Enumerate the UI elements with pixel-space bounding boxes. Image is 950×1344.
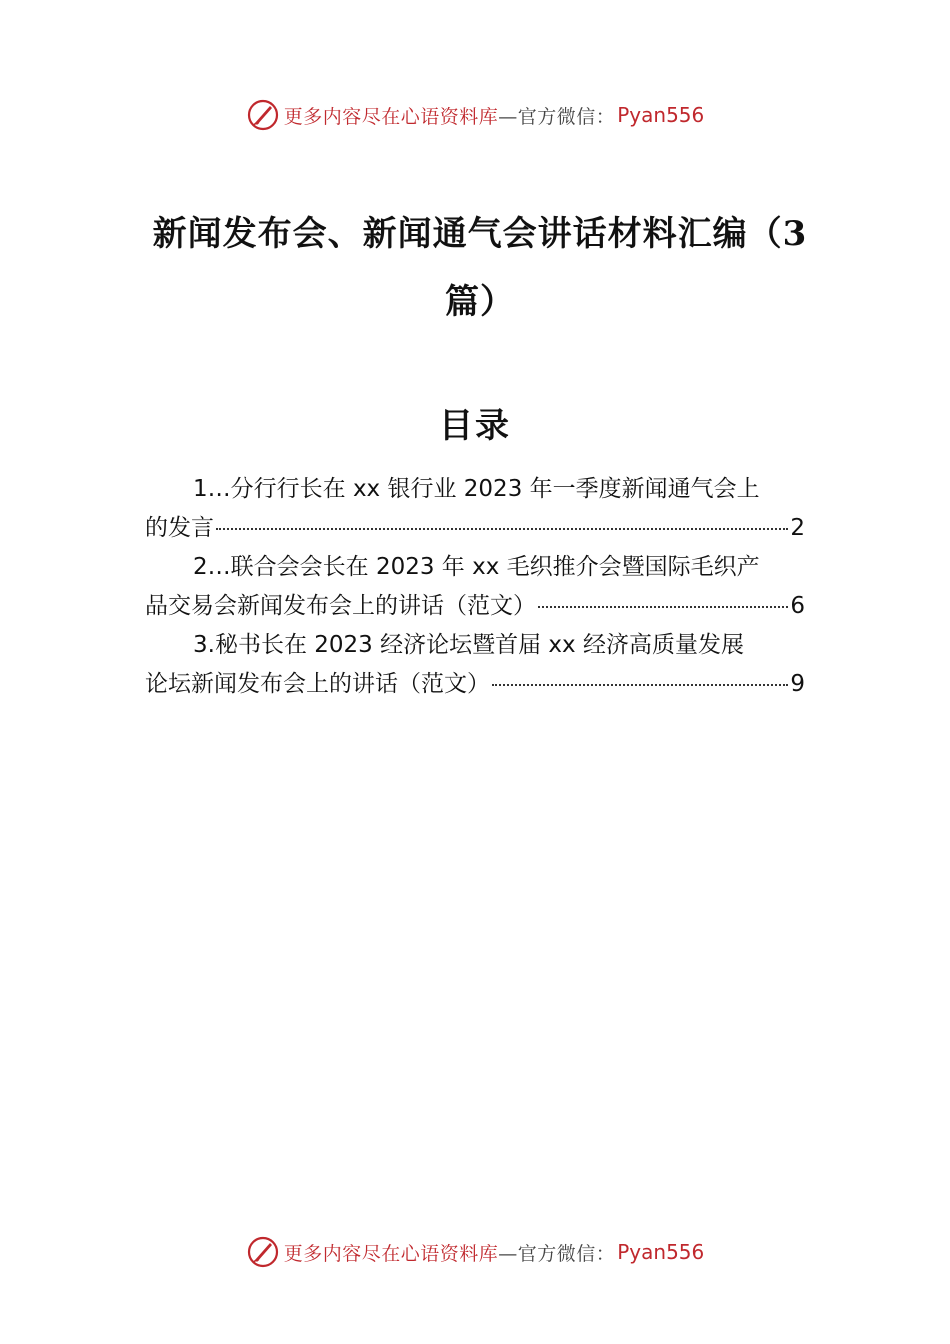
watermark-id: Pyan556 bbox=[617, 103, 705, 127]
watermark-id: Pyan556 bbox=[617, 1240, 705, 1264]
toc-entry-1[interactable] bbox=[145, 470, 805, 548]
watermark-separator: —官方微信： bbox=[498, 105, 616, 128]
dot-leader bbox=[538, 606, 788, 608]
watermark-separator: —官方微信： bbox=[498, 1242, 616, 1265]
toc-page-number[interactable]: 9 bbox=[790, 671, 805, 697]
document-title: 新闻发布会、新闻通气会讲话材料汇编（3篇） bbox=[152, 214, 808, 322]
toc-entry-2[interactable] bbox=[145, 548, 805, 626]
toc-page-number[interactable]: 6 bbox=[790, 593, 805, 619]
toc-heading: 目录 bbox=[439, 406, 511, 446]
toc-entry-text-cont[interactable]: 品交易会新闻发布会上的讲话（范文） bbox=[145, 593, 536, 619]
toc-entry-text[interactable]: 1…分行行长在 xx 银行业 2023 年一季度新闻通气会上 bbox=[193, 476, 760, 502]
toc-page-number[interactable]: 2 bbox=[790, 515, 805, 541]
watermark-text: 更多内容尽在心语资料库 bbox=[283, 105, 499, 128]
table-of-contents bbox=[145, 470, 805, 704]
toc-entry-text-cont[interactable]: 论坛新闻发布会上的讲话（范文） bbox=[145, 671, 490, 697]
quill-pen-logo-icon bbox=[246, 98, 280, 132]
quill-pen-logo-icon bbox=[246, 1235, 280, 1269]
header-watermark bbox=[0, 95, 950, 135]
dot-leader bbox=[492, 684, 788, 686]
footer-watermark bbox=[0, 1232, 950, 1272]
toc-entry-text-cont[interactable]: 的发言 bbox=[145, 515, 214, 541]
dot-leader bbox=[216, 528, 788, 530]
toc-entry-text[interactable]: 3.秘书长在 2023 经济论坛暨首届 xx 经济高质量发展 bbox=[193, 632, 744, 658]
watermark-text: 更多内容尽在心语资料库 bbox=[283, 1242, 499, 1265]
toc-entry-text[interactable]: 2…联合会会长在 2023 年 xx 毛织推介会暨国际毛织产 bbox=[193, 554, 760, 580]
toc-entry-3[interactable] bbox=[145, 626, 805, 704]
